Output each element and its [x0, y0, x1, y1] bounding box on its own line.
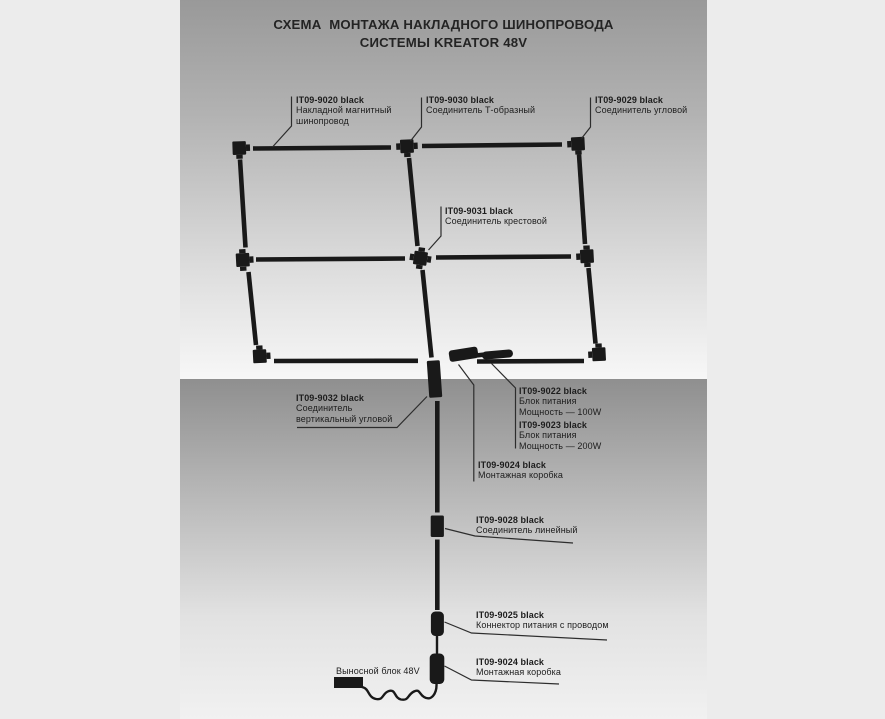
corner-connector-bottom-right [588, 343, 606, 361]
power-supply-connector [482, 349, 514, 360]
corner-connector-top-left [232, 141, 250, 159]
t-connector-mid-left [235, 249, 254, 271]
mounting-box [430, 654, 445, 685]
part-desc: вертикальный угловой [296, 413, 393, 424]
t-connector-top-middle [396, 139, 418, 157]
remote-unit-text: Выносной блок 48V [336, 665, 420, 676]
label-it09-9025 [476, 610, 609, 631]
leader-it09-9031 [429, 207, 442, 251]
label-it09-9024-bottom [476, 657, 561, 678]
label-it09-9031 [445, 206, 547, 227]
part-code: IT09-9029 black [595, 94, 664, 105]
part-code: IT09-9024 black [476, 656, 545, 667]
part-code: IT09-9022 black [519, 385, 588, 396]
track-segment-mid-right [436, 257, 571, 258]
corner-connector-bottom-left [252, 345, 270, 363]
track-segment-center-upper [409, 158, 418, 246]
part-desc: Монтажная коробка [476, 667, 562, 677]
label-it09-9020 [296, 95, 392, 127]
part-code: IT09-9020 black [296, 94, 365, 105]
label-it09-9029 [595, 95, 687, 116]
part-code: IT09-9025 black [476, 609, 545, 620]
title-line-2: СИСТЕМЫ KREATOR 48V [359, 34, 528, 50]
part-desc: шинопровод [296, 115, 349, 126]
part-code: IT09-9030 black [426, 94, 495, 105]
diagram-title [180, 16, 707, 51]
part-desc: Соединитель угловой [595, 105, 688, 115]
power-feed-connector [431, 612, 444, 637]
part-desc: Соединитель линейный [476, 525, 578, 535]
part-desc: Накладной магнитный [296, 105, 392, 115]
label-it09-9024-top [478, 460, 563, 481]
power-cord [362, 684, 437, 700]
part-desc: Мощность — 200W [519, 440, 602, 451]
part-desc: Соединитель [296, 403, 353, 413]
track-segment-left-upper [240, 160, 246, 248]
track-segment-top-right [422, 145, 562, 147]
track-segment-center-lower [423, 270, 432, 358]
label-it09-9022 [519, 386, 601, 418]
t-connector-mid-right [576, 245, 595, 267]
remote-driver-block [334, 677, 363, 688]
leader-it09-9022-9023 [492, 364, 516, 449]
part-code: IT09-9023 black [519, 419, 588, 430]
label-it09-9028 [476, 515, 578, 536]
label-it09-9023 [519, 420, 601, 452]
track-segment-right-lower [589, 268, 596, 344]
track-segment-top-left [253, 148, 391, 149]
part-code: IT09-9028 black [476, 514, 545, 525]
part-code: IT09-9024 black [478, 459, 547, 470]
track-segment-mid-left [256, 259, 405, 260]
title-line-1: СХЕМА МОНТАЖА НАКЛАДНОГО ШИНОПРОВОДА [273, 17, 614, 32]
label-it09-9032 [296, 393, 392, 425]
part-desc: Соединитель крестовой [445, 216, 548, 226]
leader-it09-9024-top [459, 365, 474, 482]
leader-it09-9030 [411, 98, 422, 142]
label-it09-9030 [426, 95, 535, 116]
part-desc: Блок питания [519, 396, 577, 406]
track-segment-right-upper [579, 155, 585, 245]
track-segment-left-lower [249, 272, 257, 345]
part-code: IT09-9031 black [445, 205, 514, 216]
leader-it09-9029 [582, 98, 591, 139]
track-segment-bottom-right [477, 361, 584, 362]
part-desc: Монтажная коробка [478, 470, 564, 480]
part-desc: Блок питания [519, 430, 577, 440]
part-code: IT09-9032 black [296, 392, 365, 403]
part-desc: Коннектор питания с проводом [476, 620, 609, 630]
corner-connector-top-right [567, 137, 585, 155]
part-desc: Мощность — 100W [519, 406, 602, 417]
label-remote-unit [336, 666, 420, 677]
linear-connector [431, 516, 444, 538]
power-supply-block [448, 346, 478, 362]
leader-it09-9020 [273, 97, 292, 148]
part-desc: Соединитель Т-образный [426, 105, 536, 115]
vertical-corner-connector [427, 360, 443, 398]
